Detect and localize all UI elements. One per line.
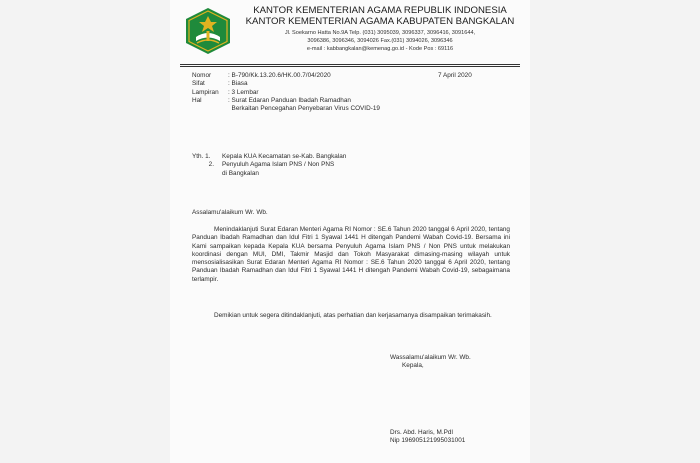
body-paragraph-2: Demikian untuk segera ditindaklanjuti, atas perhatian dan kerjasamanya disampaikan terimakasih. [214, 312, 492, 319]
recipient-item-1: Kepala KUA Kecamatan se-Kab. Bangkalan [222, 153, 347, 160]
meta-key [192, 105, 228, 113]
meta-row [192, 80, 418, 88]
meta-key: Hal [192, 96, 202, 104]
letterhead-divider [180, 64, 520, 67]
meta-row [192, 105, 418, 113]
meta-value: : Surat Edaran Panduan Ibadah Ramadhan [228, 96, 351, 104]
recipient-prefix: Yth. 1. [192, 153, 211, 160]
letterhead-contact: e-mail : kabbangkalan@kemenag.go.id - Kode Pos : 69116 [306, 46, 454, 53]
meta-key: Nomor [192, 72, 212, 79]
kemenag-emblem-icon [184, 7, 232, 55]
right-background-band [530, 0, 700, 463]
body-paragraph-1: Menindaklanjuti Surat Edaran Menteri Agama RI Nomor : SE.6 Tahun 2020 tanggal 6 April 2020, tentang Panduan Ibadah Ramadhan dan Idul Fitri 1 Syawal 1441 H ditengah Pandemi Wabah Covid-19. Bersama ini Kami sampaikan kepada Kepala KUA bersama Penyuluh Agama Islam PNS / Non PNS untuk melakukan koordinasi dengan MUI, DMI, Takmir Masjid dan Tokoh Masyarakat dimasing-masing wilayah untuk mensosialisasikan Surat Edaran Menteri Agama RI Nomor : SE.6 Tahun 2020 tanggal 6 April 2020, tentang Panduan Ibadah Ramadhan dan Idul Fitri 1 Syawal 1441 H ditengah Pandemi Wabah Covid-19, sebagaimana terlampir. [192, 226, 510, 283]
signer-name: Drs. Abd. Haris, M.Pdl [390, 429, 453, 436]
meta-row [192, 89, 418, 97]
letterhead-line-1: KANTOR KEMENTERIAN AGAMA REPUBLIK INDONESIA [253, 5, 507, 16]
letterhead-phones: 3096386, 3096346, 3094026 Fax.(031) 3094026, 3096346 [307, 38, 453, 45]
letter-page [170, 0, 530, 463]
meta-value: : Biasa [228, 80, 248, 88]
recipient-item-2: Penyuluh Agama Islam PNS / Non PNS [222, 161, 335, 169]
letter-metadata [192, 72, 418, 113]
meta-key: Lampiran [192, 88, 219, 96]
closing-title: Kepala, [402, 362, 424, 370]
meta-value: : 3 Lembar [228, 88, 259, 96]
meta-value: Berkaitan Pencegahan Penyebaran Virus COVID-19 [228, 105, 380, 113]
recipient-location: di Bangkalan [222, 169, 259, 177]
meta-key: Sifat [192, 80, 205, 88]
letter-date: 7 April 2020 [438, 72, 472, 79]
signer-block [390, 429, 465, 446]
meta-value: : B-790/Kk.13.20.6/HK.00.7/04/2020 [228, 72, 331, 79]
recipient-number-2: 2. [208, 161, 214, 169]
left-background-band [0, 0, 170, 463]
closing-block [390, 354, 471, 371]
letterhead-address: Jl. Soekarno Hatta No.9A Telp. (031) 3095039, 3096337, 3096416, 3091644, [284, 29, 476, 36]
signer-nip: Nip 196905121995031001 [390, 437, 466, 445]
greeting: Assalamu'alaikum Wr. Wb. [192, 209, 268, 216]
meta-row [192, 72, 418, 80]
recipients [192, 153, 346, 178]
letterhead-line-2: KANTOR KEMENTERIAN AGAMA KABUPATEN BANGKALAN [245, 16, 515, 28]
closing-salam: Wassalamu'alaikum Wr. Wb. [390, 354, 471, 361]
letterhead [240, 5, 520, 53]
meta-row [192, 97, 418, 105]
